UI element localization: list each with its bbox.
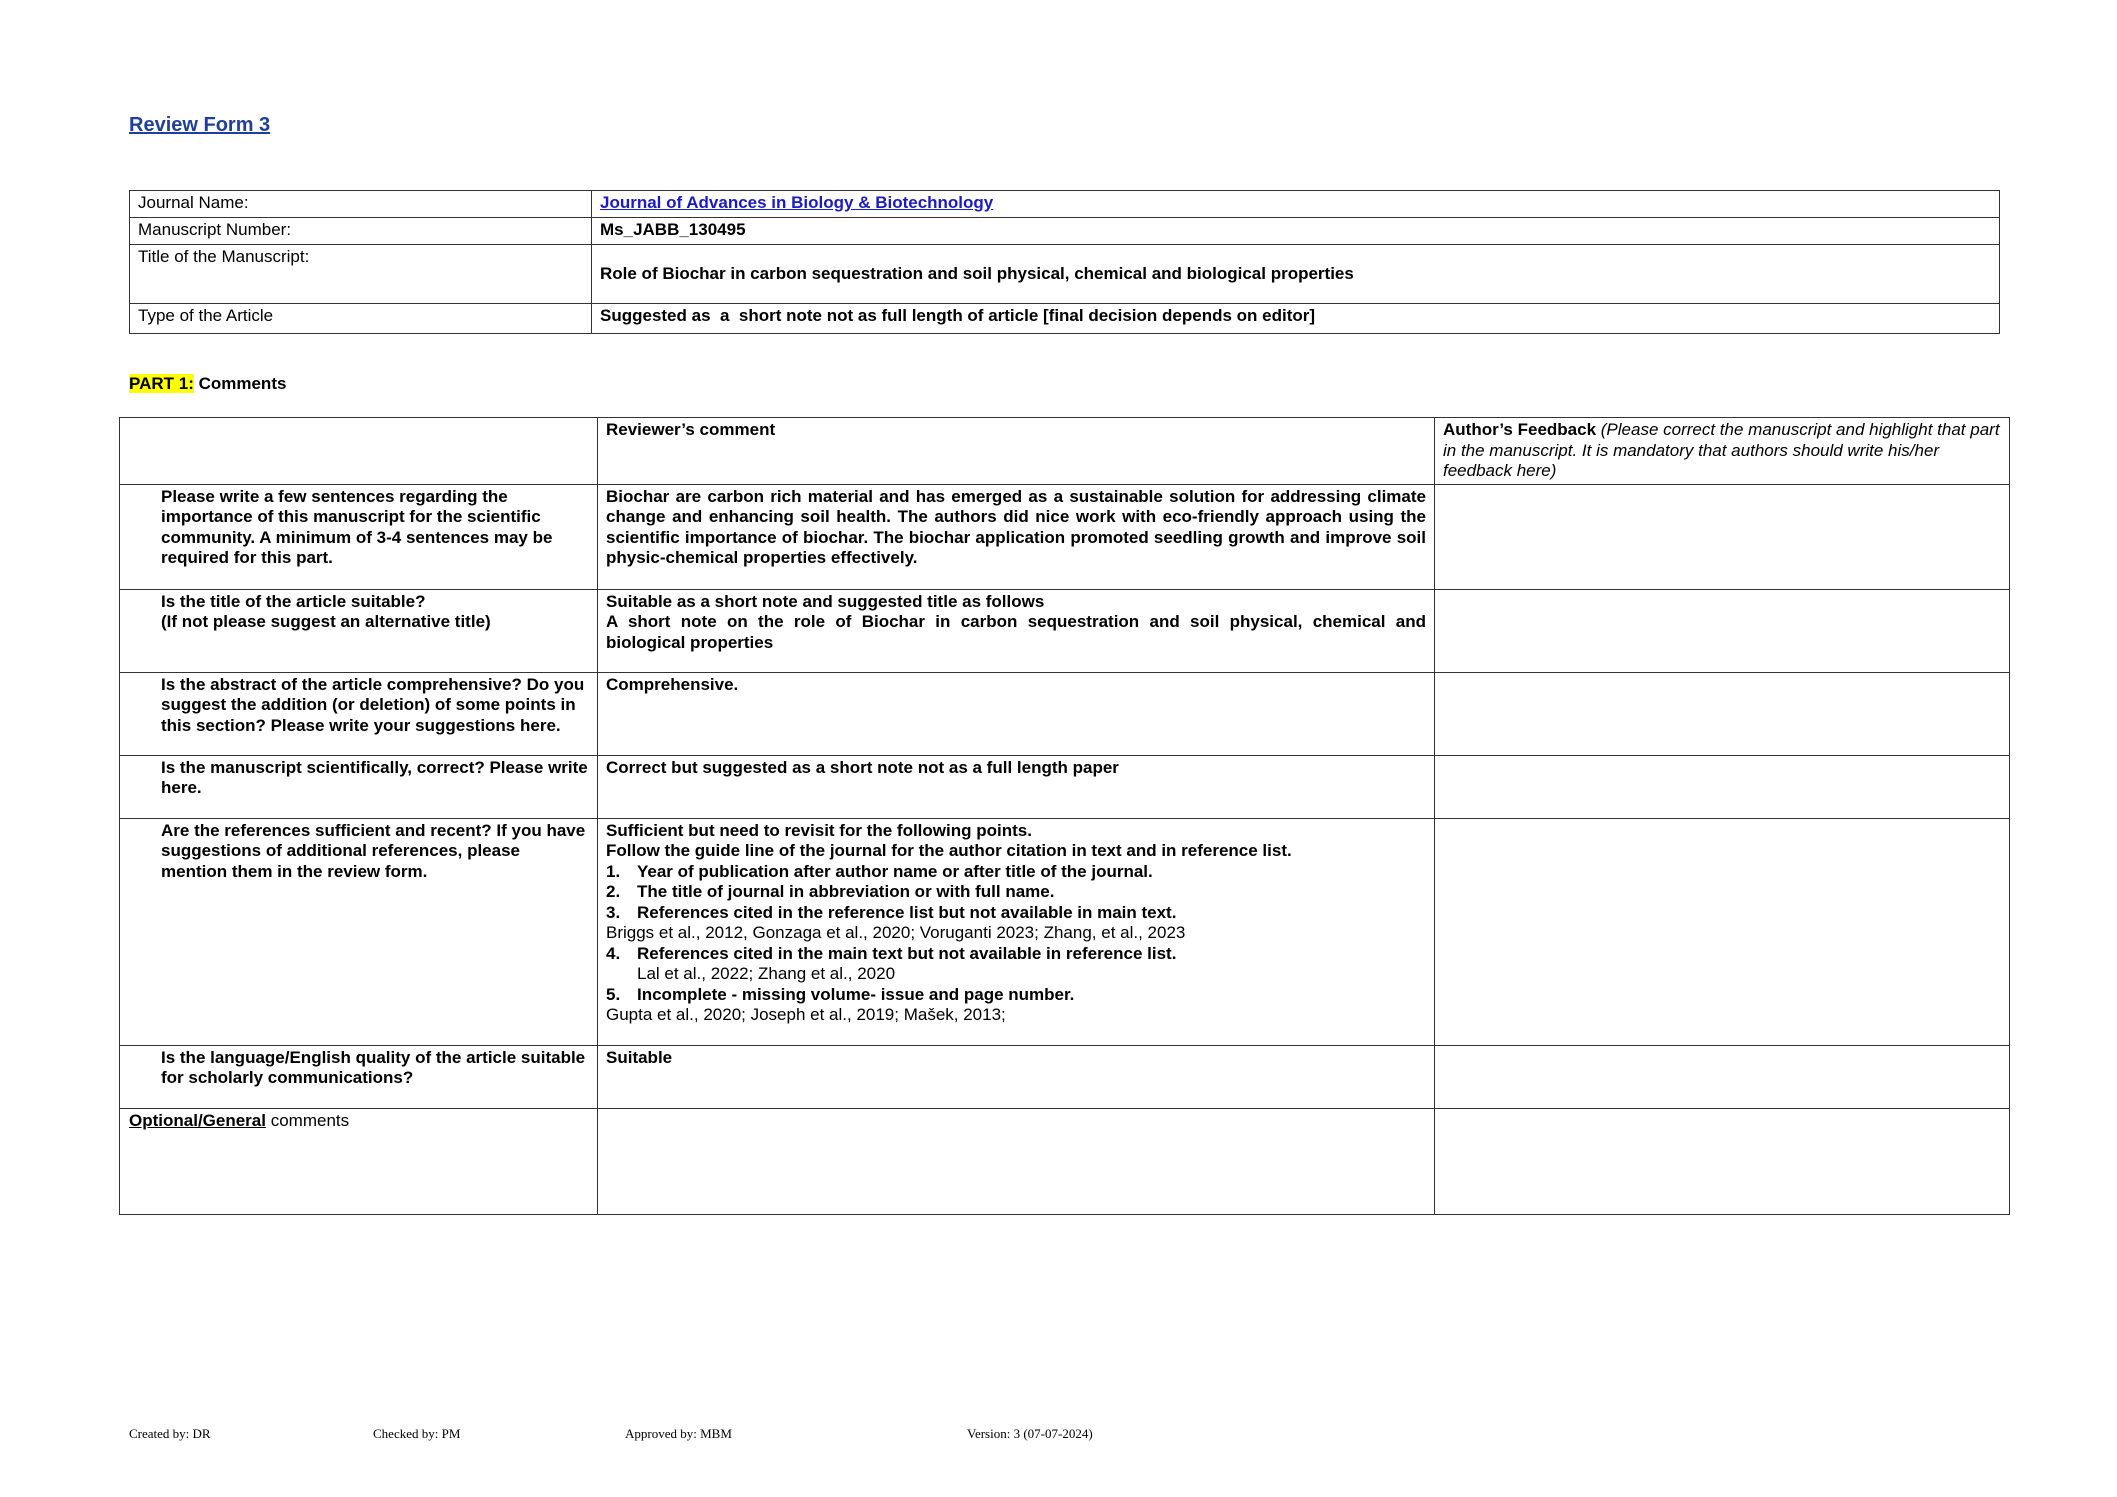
question-scientific: Is the manuscript scientifically, correct? Please write here. bbox=[120, 755, 598, 818]
q-line: (If not please suggest an alternative title) bbox=[161, 612, 491, 631]
footer-checked: Checked by: PM bbox=[373, 1426, 461, 1441]
comment-language: Suitable bbox=[598, 1045, 1435, 1108]
item-num: 1. bbox=[606, 861, 621, 881]
comment-title bbox=[598, 589, 1435, 672]
manuscript-label: Manuscript Number: bbox=[130, 218, 592, 245]
reviewer-comment-header: Reviewer’s comment bbox=[598, 418, 1435, 485]
question-language: Is the language/English quality of the article suitable for scholarly communications? bbox=[120, 1045, 598, 1108]
refs-list: Lal et al., 2022; Zhang et al., 2020 bbox=[637, 964, 896, 983]
manuscript-title: Role of Biochar in carbon sequestration and soil physical, chemical and biological properties bbox=[592, 245, 2000, 304]
c-line: Sufficient but need to revisit for the following points. bbox=[606, 820, 1032, 840]
comment-abstract: Comprehensive. bbox=[598, 672, 1435, 755]
list-item bbox=[606, 985, 1426, 1006]
item-text: Year of publication after author name or after title of the journal. bbox=[637, 861, 1153, 881]
author-feedback-header bbox=[1435, 418, 2010, 485]
type-label: Type of the Article bbox=[130, 304, 592, 334]
journal-link[interactable]: Journal of Advances in Biology & Biotechnology bbox=[600, 193, 994, 212]
refs-list: Briggs et al., 2012, Gonzaga et al., 2020; Voruganti 2023; Zhang, et al., 2023 bbox=[606, 923, 1186, 942]
item-num: 3. bbox=[606, 902, 621, 922]
question-references: Are the references sufficient and recent? If you have suggestions of additional references, please mention them in the review form. bbox=[120, 818, 598, 1045]
feedback-cell[interactable] bbox=[1435, 1045, 2010, 1108]
c-line: Suitable as a short note and suggested title as follows bbox=[606, 591, 1045, 611]
feedback-cell[interactable] bbox=[1435, 484, 2010, 589]
item-text: Incomplete - missing volume- issue and page number. bbox=[637, 984, 1075, 1004]
list-item bbox=[606, 862, 1426, 883]
feedback-cell[interactable] bbox=[1435, 589, 2010, 672]
list-item bbox=[606, 903, 1426, 924]
comment-scientific: Correct but suggested as a short note not as a full length paper bbox=[598, 755, 1435, 818]
comments-table bbox=[119, 417, 2010, 1215]
item-num: 2. bbox=[606, 882, 621, 901]
optional-comment-cell[interactable] bbox=[598, 1108, 1435, 1214]
item-text: The title of journal in abbreviation or with full name. bbox=[637, 882, 1055, 901]
comment-references bbox=[598, 818, 1435, 1045]
part-label: PART 1: bbox=[129, 374, 194, 393]
question-title bbox=[120, 589, 598, 672]
optional-rest: comments bbox=[265, 1110, 350, 1130]
author-feedback-bold: Author’s Feedback bbox=[1443, 420, 1597, 439]
footer-created: Created by: DR bbox=[129, 1426, 211, 1441]
c-line: A short note on the role of Biochar in carbon sequestration and soil physical, chemical and biological properties bbox=[606, 612, 1426, 652]
feedback-cell[interactable] bbox=[1435, 1108, 2010, 1214]
feedback-cell[interactable] bbox=[1435, 672, 2010, 755]
comment-importance: Biochar are carbon rich material and has emerged as a sustainable solution for addressing climate change and enhancing soil health. The authors did nice work with eco-friendly approach using the scientific importance of biochar. The biochar application promoted seedling growth and improve soil physic-chemical properties effectively. bbox=[598, 484, 1435, 589]
footer-approved: Approved by: MBM bbox=[625, 1426, 732, 1441]
manuscript-info-table bbox=[129, 190, 2000, 334]
q-line: Is the title of the article suitable? bbox=[161, 591, 426, 611]
c-line: Follow the guide line of the journal for the author citation in text and in reference list. bbox=[606, 841, 1292, 860]
title-label: Title of the Manuscript: bbox=[130, 245, 592, 304]
part-heading bbox=[129, 374, 286, 394]
manuscript-number: Ms_JABB_130495 bbox=[592, 218, 2000, 245]
list-item bbox=[606, 944, 1426, 965]
optional-bold: Optional/General bbox=[129, 1110, 266, 1130]
journal-label: Journal Name: bbox=[130, 191, 592, 218]
author-feedback-note: (Please correct the manuscript and highlight that part in the manuscript. It is mandatory that authors should write his/her feedback here) bbox=[1443, 420, 2000, 480]
item-text: References cited in the reference list but not available in main text. bbox=[637, 902, 1177, 922]
empty-header bbox=[120, 418, 598, 485]
feedback-cell[interactable] bbox=[1435, 755, 2010, 818]
optional-comments-label bbox=[120, 1108, 598, 1214]
part-rest: Comments bbox=[193, 374, 287, 393]
form-title: Review Form 3 bbox=[129, 114, 271, 136]
list-item bbox=[606, 882, 1426, 903]
feedback-cell[interactable] bbox=[1435, 818, 2010, 1045]
item-num: 4. bbox=[606, 943, 621, 963]
refs-list: Gupta et al., 2020; Joseph et al., 2019; Mašek, 2013; bbox=[606, 1005, 1006, 1024]
article-type: Suggested as a short note not as full length of article [final decision depends on editor] bbox=[592, 304, 2000, 334]
question-abstract: Is the abstract of the article comprehensive? Do you suggest the addition (or deletion) of some points in this section? Please write your suggestions here. bbox=[120, 672, 598, 755]
item-text: References cited in the main text but not available in reference list. bbox=[637, 943, 1177, 963]
item-num: 5. bbox=[606, 984, 621, 1004]
question-importance: Please write a few sentences regarding the importance of this manuscript for the scientific community. A minimum of 3-4 sentences may be required for this part. bbox=[120, 484, 598, 589]
footer-version: Version: 3 (07-07-2024) bbox=[967, 1426, 1093, 1441]
